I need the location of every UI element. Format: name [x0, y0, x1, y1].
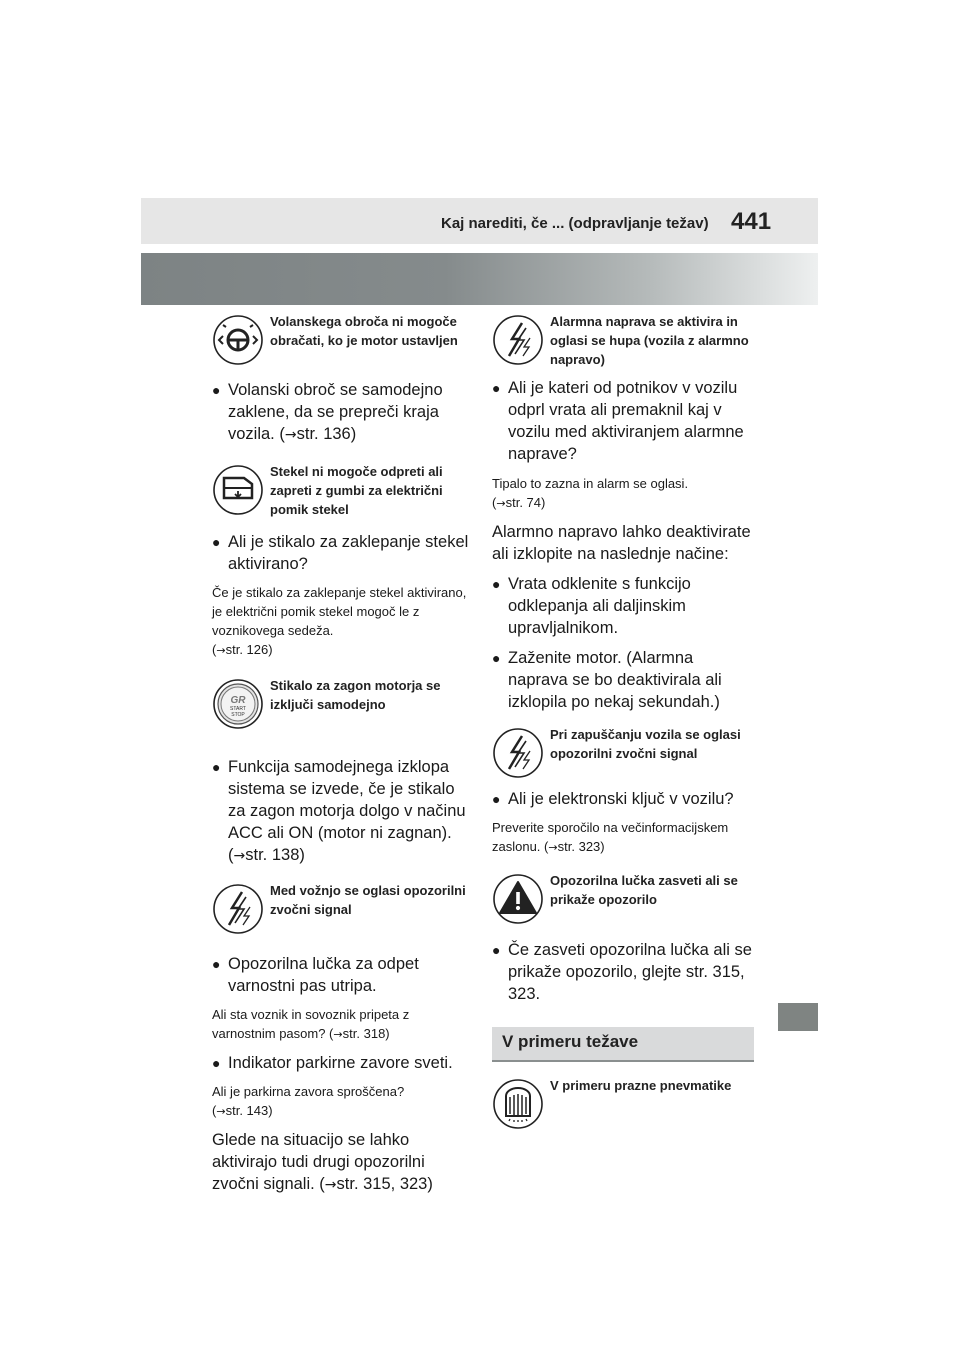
- page-ref: str. 138): [245, 846, 305, 864]
- list-item: [492, 377, 754, 465]
- issue-warning-label: Opozorilna lučka zasveti ali se prikaže opozorilo: [550, 873, 738, 907]
- item-text: Vrata odklenite s funkcijo odklepanja ali daljinskim upravljalnikom.: [508, 575, 691, 637]
- chapter-tab: [778, 1003, 818, 1031]
- arrow-icon: →: [324, 1177, 337, 1193]
- page-ref: str. 126): [225, 642, 273, 657]
- issue-buzzer-leaving: [492, 723, 754, 779]
- note: [212, 1082, 474, 1121]
- steering-lock-icon: [212, 314, 264, 366]
- issue-start-stop-label: Stikalo za zagon motorja se izključi samodejno: [270, 678, 441, 712]
- paragraph: [212, 1129, 474, 1196]
- arrow-icon: →: [216, 644, 226, 657]
- paragraph-text: Glede na situacijo se lahko aktivirajo tudi drugi opozorilni zvočni signali. (: [212, 1131, 425, 1193]
- list-item: [492, 647, 754, 713]
- window-switch-icon: [212, 464, 264, 516]
- bullet-dot: ●: [212, 382, 221, 398]
- issue-window: [212, 460, 474, 519]
- note-text: Preverite sporočilo na večinformacijskem zaslonu. (: [492, 820, 729, 854]
- bullet-dot: ●: [492, 942, 501, 958]
- page-ref: str. 143): [225, 1103, 273, 1118]
- note-text: Tipalo to zazna in alarm se oglasi.: [492, 476, 689, 491]
- buzzer-icon: [492, 727, 544, 779]
- bullet-dot: ●: [492, 650, 501, 666]
- list-item: [492, 939, 754, 1005]
- item-text: Opozorilna lučka za odpet varnostni pas utripa.: [228, 955, 419, 995]
- item-text: Volanski obroč se samodejno zaklene, da se prepreči kraja vozila. (: [228, 381, 443, 443]
- issue-steering-label: Volanskega obroča ni mogoče obračati, ko je motor ustavljen: [270, 314, 458, 348]
- paragraph: Alarmno napravo lahko deaktivirate ali izklopite na naslednje načine:: [492, 523, 751, 563]
- start-label: START: [230, 706, 246, 712]
- item-text: Ali je elektronski ključ v vozilu?: [508, 790, 734, 808]
- chapter-title: Kaj narediti, če ... (odpravljanje težav): [441, 215, 709, 232]
- stop-label: STOP: [231, 712, 245, 718]
- section-heading: [492, 1027, 754, 1062]
- list-item: [212, 379, 474, 446]
- page-ref: str. 74): [505, 495, 546, 510]
- note: [492, 818, 754, 857]
- item-text: Ali je stikalo za zaklepanje stekel aktivirano?: [228, 533, 469, 573]
- bullet-dot: ●: [212, 956, 221, 972]
- issue-buzzer-leaving-label: Pri zapuščanju vozila se oglasi opozorilni zvočni signal: [550, 727, 741, 761]
- issue-buzzer-driving-label: Med vožnjo se oglasi opozorilni zvočni signal: [270, 883, 466, 917]
- bullet-dot: ●: [212, 1055, 221, 1071]
- section-title: V primeru težave: [502, 1032, 639, 1051]
- note-text: Ali sta voznik in sovoznik pripeta z varnostnim pasom? (: [212, 1007, 410, 1041]
- header-gradient-band: [141, 253, 818, 305]
- buzzer-icon: [212, 883, 264, 935]
- page-ref: str. 136): [296, 425, 357, 443]
- issue-alarm: [492, 310, 754, 369]
- note-text: Če je stikalo za zaklepanje stekel aktivirano, je električni pomik stekel mogoč le z voznikovega sedeža.: [212, 585, 467, 638]
- paren: (: [212, 642, 217, 657]
- arrow-icon: →: [548, 841, 558, 854]
- issue-flat-tire-label: V primeru prazne pnevmatike: [550, 1078, 732, 1093]
- arrow-icon: →: [233, 848, 246, 864]
- note: [212, 1005, 474, 1044]
- arrow-icon: →: [496, 497, 506, 510]
- right-column: [492, 310, 754, 1130]
- issue-alarm-label: Alarmna naprava se aktivira in oglasi se hupa (vozila z alarmno napravo): [550, 314, 749, 367]
- issue-window-label: Stekel ni mogoče odpreti ali zapreti z gumbi za električni pomik stekel: [270, 464, 443, 517]
- page-ref: str. 318): [342, 1026, 390, 1041]
- item-text: Funkcija samodejnega izklopa sistema se izvede, če je stikalo za zagon motorja dolgo v načinu ACC ali ON (motor ni zagnan).: [228, 758, 466, 842]
- issue-buzzer-driving: [212, 879, 474, 935]
- list-item: [212, 953, 474, 997]
- note-text: Ali je parkirna zavora sproščena?: [212, 1084, 405, 1099]
- item-text: Indikator parkirne zavore sveti.: [228, 1054, 453, 1072]
- alarm-icon: [492, 314, 544, 366]
- start-stop-button-icon: [212, 678, 264, 730]
- left-column: [212, 310, 474, 1196]
- issue-warning: [492, 869, 754, 925]
- paren: (: [492, 495, 497, 510]
- list-item: [212, 756, 474, 867]
- arrow-icon: →: [333, 1028, 343, 1041]
- item-text: Ali je kateri od potnikov v vozilu odprl vrata ali premaknil kaj v vozilu med aktiviranjem alarmne naprave?: [508, 379, 744, 463]
- list-item: [492, 573, 754, 639]
- list-item: [212, 1052, 474, 1074]
- bullet-dot: ●: [212, 759, 221, 775]
- issue-steering: [212, 310, 474, 366]
- note: [212, 583, 474, 660]
- issue-start-stop: [212, 674, 474, 730]
- note: [492, 474, 754, 513]
- item-text: Če zasveti opozorilna lučka ali se prikaže opozorilo, glejte str. 315, 323.: [508, 941, 752, 1003]
- bullet-dot: ●: [492, 791, 501, 807]
- bullet-dot: ●: [212, 534, 221, 550]
- paren: (: [228, 846, 234, 864]
- arrow-icon: →: [284, 427, 297, 443]
- list-item: [212, 531, 474, 575]
- page-ref: str. 315, 323): [336, 1175, 433, 1193]
- warning-icon: [492, 873, 544, 925]
- page-number: 441: [731, 208, 772, 235]
- list-item: [492, 788, 754, 810]
- flat-tire-icon: [492, 1078, 544, 1130]
- issue-flat-tire: [492, 1074, 754, 1130]
- item-text: Zaženite motor. (Alarmna naprava se bo deaktivirala ali izklopila po nekaj sekundah.): [508, 649, 722, 711]
- bullet-dot: ●: [492, 576, 501, 592]
- gr-logo: GR: [230, 695, 246, 706]
- arrow-icon: →: [216, 1105, 226, 1118]
- paren: (: [212, 1103, 217, 1118]
- bullet-dot: ●: [492, 380, 501, 396]
- page-ref: str. 323): [557, 839, 605, 854]
